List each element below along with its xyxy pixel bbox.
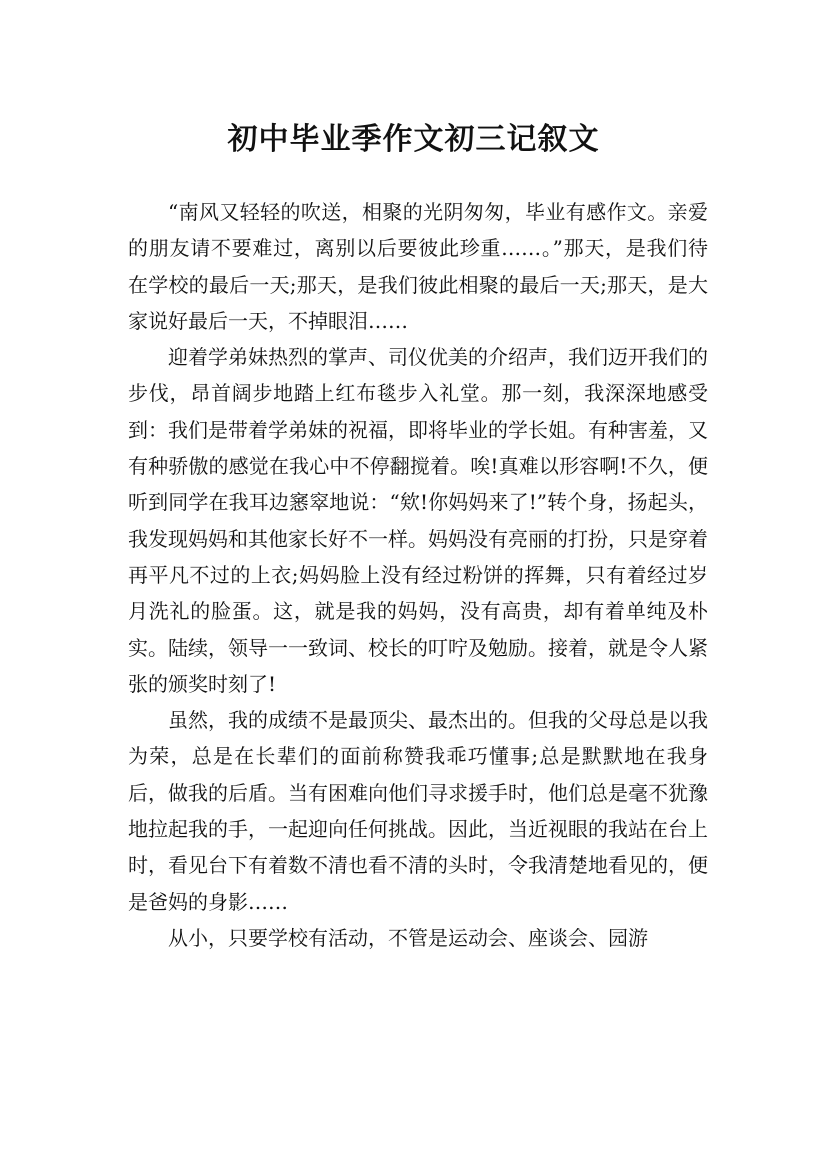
document-title: 初中毕业季作文初三记叙文 [227,122,600,158]
paragraph-2: 迎着学弟妹热烈的掌声、司仪优美的介绍声，我们迈开我们的步伐，昂首阔步地踏上红布毯步入礼堂。那一刻，我深深地感受到：我们是带着学弟妹的祝福，即将毕业的学长姐。有种害羞，又有种骄傲的感觉在我心中不停翻搅着。唉!真难以形容啊!不久，便听到同学在我耳边窸窣地说：“欸!你妈妈来了!”转个身，扬起头，我发现妈妈和其他家长好不一样。妈妈没有亮丽的打扮，只是穿着再平凡不过的上衣;妈妈脸上没有经过粉饼的挥舞，只有着经过岁月洗礼的脸蛋。这，就是我的妈妈，没有高贵，却有着单纯及朴实。陆续，领导一一致词、校长的叮咛及勉励。接着，就是令人紧张的颁奖时刻了! [128,345,708,696]
paragraph-1: “南风又轻轻的吹送，相聚的光阴匆匆，毕业有感作文。亲爱的朋友请不要难过，离别以后要彼此珍重……。”那天，是我们待在学校的最后一天;那天，是我们彼此相聚的最后一天;那天，是大家说好最后一天，不掉眼泪…… [128,200,708,333]
paragraph-3: 虽然，我的成绩不是最顶尖、最杰出的。但我的父母总是以我为荣，总是在长辈们的面前称赞我乖巧懂事;总是默默地在我身后，做我的后盾。当有困难向他们寻求援手时，他们总是毫不犹豫地拉起我的手，一起迎向任何挑战。因此，当近视眼的我站在台上时，看见台下有着数不清也看不清的头时，令我清楚地看见的，便是爸妈的身影…… [128,708,708,914]
paragraph-4: 从小，只要学校有活动，不管是运动会、座谈会、园游 [168,925,648,950]
document-body [128,194,708,956]
